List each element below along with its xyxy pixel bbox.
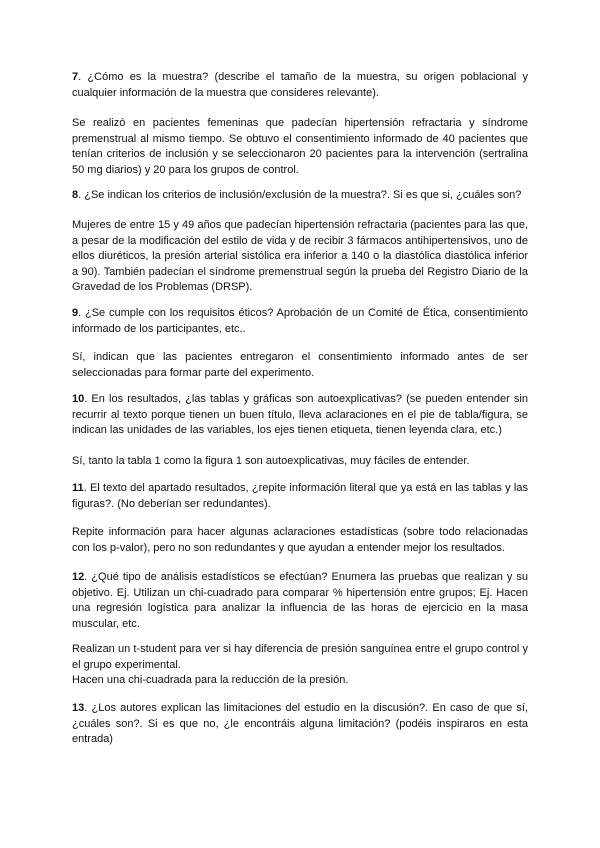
answer-7: Se realizó en pacientes femeninas que padecían hipertensión refractaria y síndrome premenstrual al mismo tiempo. Se obtuvo el consentimiento informado de 40 pacientes que tenían criterios de inclusión y se seleccionaron 20 pacientes para la intervención (sertralina 50 mg diarios) y 20 para los grupos de control.: [72, 117, 528, 176]
answer-12-line-1: Realizan un t-student para ver si hay diferencia de presión sanguínea entre el grupo control y el grupo experimental.: [72, 643, 528, 671]
question-text: . ¿Cómo es la muestra? (describe el tamaño de la muestra, su origen poblacional y cualquier información de la muestra que consideres relevante).: [72, 71, 528, 99]
question-text: . El texto del apartado resultados, ¿repite información literal que ya está en las tablas y las figuras?. (No deberían ser redundantes).: [72, 482, 528, 510]
question-12: [72, 570, 528, 632]
answer-11: Repite información para hacer algunas aclaraciones estadísticas (sobre todo relacionadas con los p-valor), pero no son redundantes y que ayudan a entender mejor los resultados.: [72, 526, 528, 554]
question-text: . ¿Se cumple con los requisitos éticos? Aprobación de un Comité de Ética, consentimiento informado de los participantes, etc..: [72, 307, 528, 335]
question-10: [72, 392, 528, 439]
question-text: . En los resultados, ¿las tablas y gráficas son autoexplicativas? (se pueden entender sin recurrir al texto porque tienen un buen título, lleva aclaraciones en el pie de tabla/figura, se indican las unidades de las variables, los ejes tienen etiqueta, tienen leyenda clara, etc.): [72, 393, 528, 436]
question-9: [72, 306, 528, 337]
question-text: . ¿Se indican los criterios de inclusión/exclusión de la muestra?. Si es que si, ¿cuáles son?: [78, 189, 522, 201]
answer-9: Sí, indican que las pacientes entregaron el consentimiento informado antes de ser seleccionadas para formar parte del experimento.: [72, 351, 528, 379]
question-number: 9: [72, 307, 79, 319]
question-8: [72, 188, 528, 204]
question-number: 7: [72, 71, 79, 83]
question-text: . ¿Los autores explican las limitaciones del estudio en la discusión?. En caso de que sí, ¿cuáles son?. Si es que no, ¿le encontráis alguna limitación? (podéis inspiraros en esta entrada): [72, 702, 528, 745]
question-number: 10: [72, 393, 85, 405]
question-number: 12: [72, 571, 85, 583]
question-number: 13: [72, 702, 85, 714]
question-13: [72, 701, 528, 748]
question-11: [72, 481, 528, 512]
question-text: . ¿Qué tipo de análisis estadísticos se efectúan? Enumera las pruebas que realizan y su objetivo. Ej. Utilizan un chi-cuadrado para comparar % hipertensión entre grupos; Ej. Hacen una regresión logística para analizar la influencia de las horas de ejercicio en la masa muscular, etc.: [72, 571, 528, 630]
question-number: 8: [72, 189, 79, 201]
question-number: 11: [72, 482, 84, 494]
question-7: [72, 70, 528, 101]
answer-10: Sí, tanto la tabla 1 como la figura 1 son autoexplicativas, muy fáciles de entender.: [72, 455, 470, 467]
answer-12-line-2: Hacen una chi-cuadrada para la reducción de la presión.: [72, 674, 349, 686]
answer-8: Mujeres de entre 15 y 49 años que padecían hipertensión refractaria (pacientes para las que, a pesar de la modificación del estilo de vida y de recibir 3 fármacos antihipertensivos, uno de ellos diuréticos, la presión arterial sistólica era inferior a 140 o la diastólica diastólica inferior a 90). También padecían el síndrome premenstrual según la prueba del Registro Diario de la Gravedad de los Problemas (DRSP).: [72, 219, 528, 293]
